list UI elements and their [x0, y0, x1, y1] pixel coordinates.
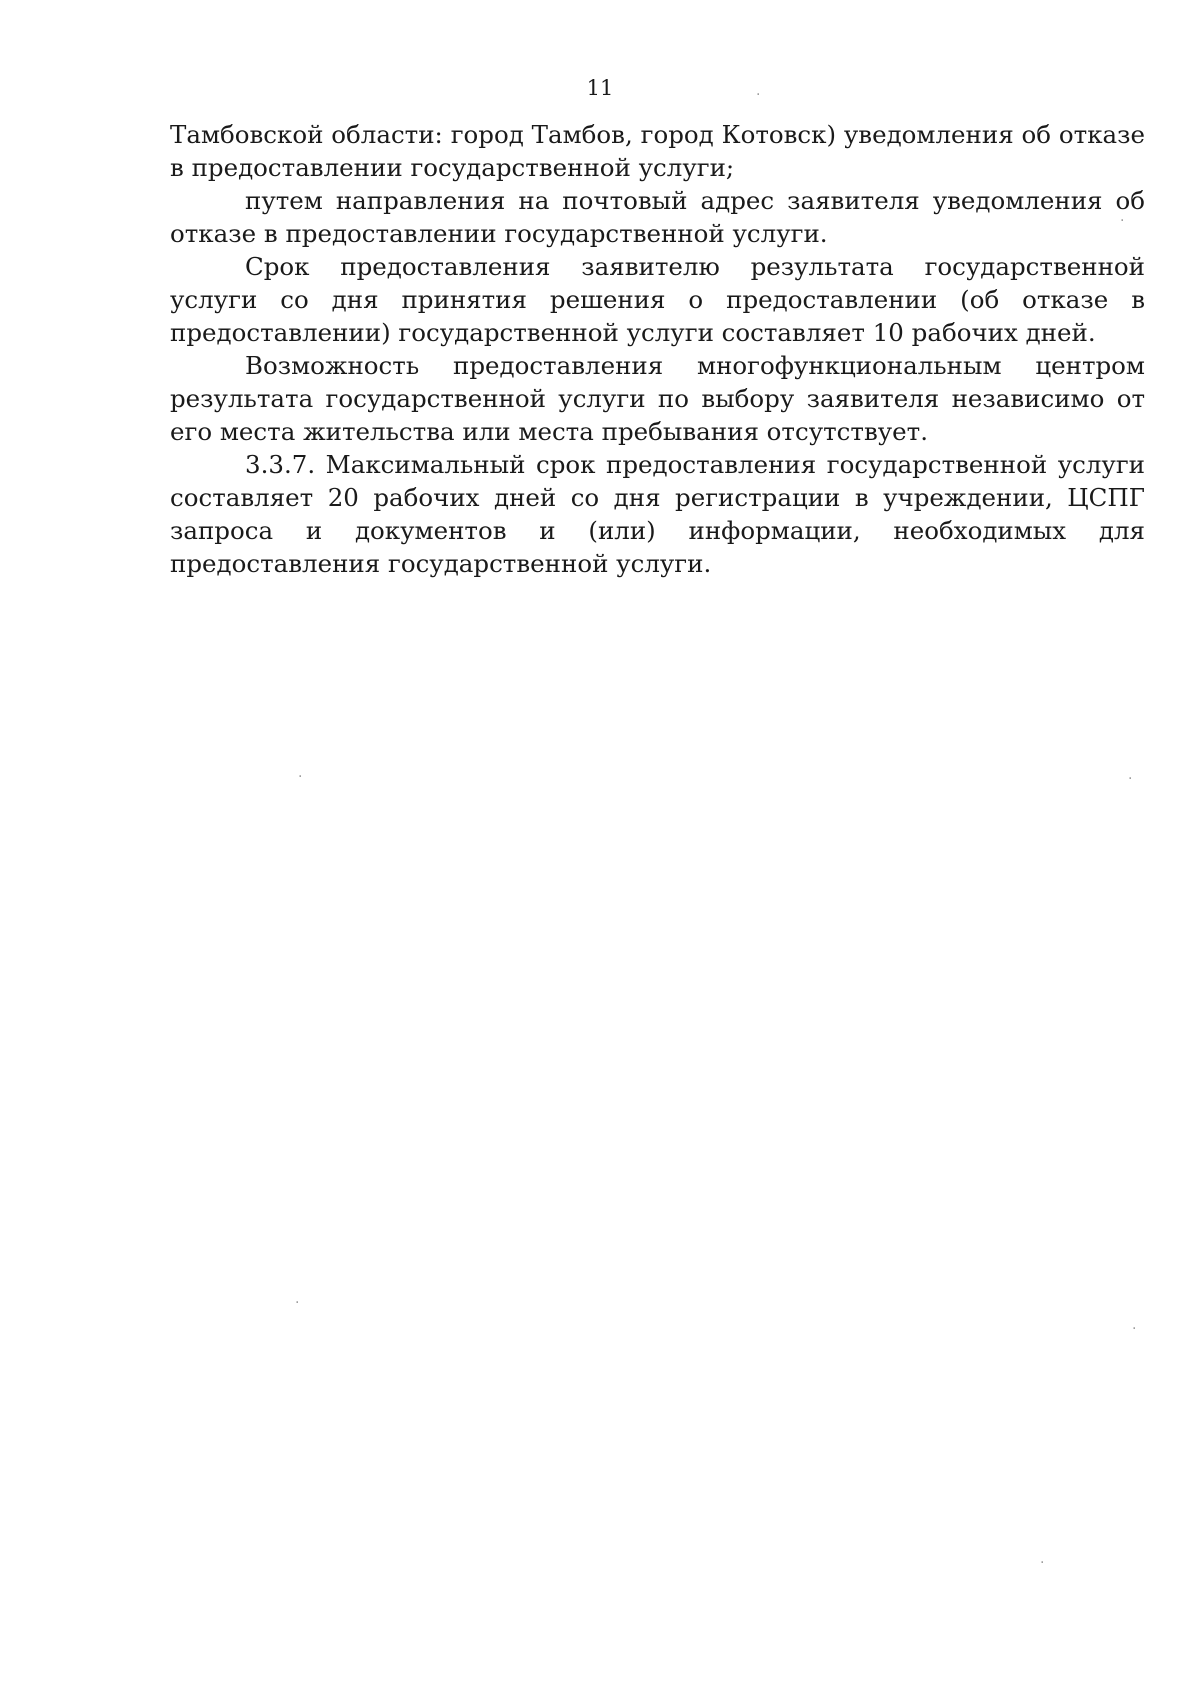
- scan-speck: ·: [1120, 213, 1125, 229]
- scan-speck: ·: [295, 1295, 300, 1311]
- paragraph-4: Возможность предоставления многофункциональным центром результата государственной услуги по выбору заявителя независимо от его места жительства или места пребывания отсутствует.: [170, 351, 1145, 446]
- document-body: [170, 118, 1145, 580]
- paragraph-3: Срок предоставления заявителю результата государственной услуги со дня принятия решения о предоставлении (об отказе в предоставлении) государственной услуги составляет 10 рабочих дней.: [170, 252, 1145, 347]
- page-number: 11: [586, 76, 614, 100]
- scan-speck: ·: [298, 769, 303, 785]
- paragraph-5: 3.3.7. Максимальный срок предоставления государственной услуги составляет 20 рабочих дней со дня регистрации в учреждении, ЦСПГ запроса и документов и (или) информации, необходимых для предоставления государственной услуги.: [170, 450, 1145, 578]
- scan-speck: ·: [1132, 1321, 1137, 1337]
- scan-speck: ·: [1040, 1555, 1045, 1571]
- paragraph-1: Тамбовской области: город Тамбов, город Котовск) уведомления об отказе в предоставлении государственной услуги;: [170, 120, 1145, 182]
- paragraph-2: путем направления на почтовый адрес заявителя уведомления об отказе в предоставлении государственной услуги.: [170, 186, 1145, 248]
- scan-speck: ·: [1128, 771, 1133, 787]
- scan-speck: ·: [756, 87, 761, 103]
